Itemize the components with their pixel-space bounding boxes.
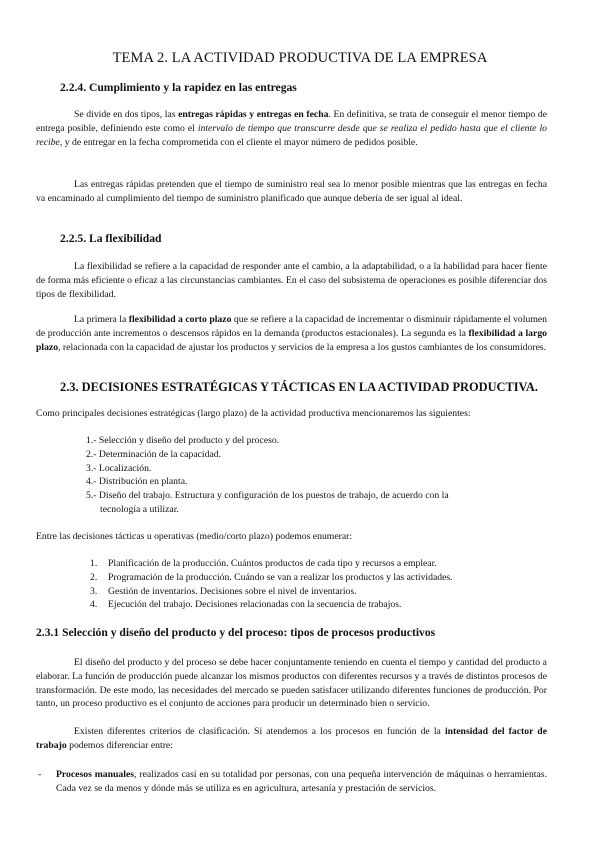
paragraph-criterios	[36, 725, 547, 753]
list-item	[90, 557, 540, 571]
text-run: . En definitiva, se trata de conseguir el menor tiempo de entrega posible, definiendo este como el	[36, 109, 547, 134]
text-run: , realizados casi en su totalidad por personas, con una pequeña intervención de máquinas o herramientas. Cada vez se da menos y dónde más se utiliza es en agricultura, artesanía y prestación de servicios.	[56, 769, 547, 794]
bold-term: Procesos manuales	[56, 769, 135, 780]
bullet-dash: -	[38, 769, 42, 780]
paragraph-entregas	[36, 108, 547, 149]
list-number: 4.	[90, 599, 98, 611]
list-text: Gestión de inventarios. Decisiones sobre el nivel de inventarios.	[108, 585, 357, 597]
list-text: Programación de la producción. Cuándo se van a realizar los productos y las actividades.	[108, 571, 453, 583]
list-text: Ejecución del trabajo. Decisiones relacionadas con la secuencia de trabajos.	[108, 599, 402, 611]
list-text: Planificación de la producción. Cuántos productos de cada tipo y recursos a emplear.	[108, 558, 437, 569]
section-heading-2-3-1: 2.3.1 Selección y diseño del producto y del proceso: tipos de procesos productivos	[36, 626, 436, 639]
list-number: 3.	[90, 585, 98, 597]
list-item	[90, 585, 540, 599]
list-item: tecnología a utilizar.	[100, 503, 179, 515]
tactical-decisions-list	[90, 557, 540, 612]
section-heading-2-3: 2.3. DECISIONES ESTRATÉGICAS Y TÁCTICAS EN LA ACTIVIDAD PRODUCTIVA.	[60, 380, 538, 394]
paragraph-estrategicas-intro: Como principales decisiones estratégicas (largo plazo) de la actividad productiva mencionaremos las siguientes:	[36, 408, 471, 419]
page-title: TEMA 2. LA ACTIVIDAD PRODUCTIVA DE LA EMPRESA	[112, 50, 488, 66]
bold-term: entregas rápidas y entregas en fecha	[178, 109, 329, 120]
list-item: 4.- Distribución en planta.	[86, 476, 188, 488]
section-heading-2-2-5: 2.2.5. La flexibilidad	[60, 232, 162, 245]
paragraph-flexibilidad: La flexibilidad se refiere a la capacidad de responder ante el cambio, a la adaptabilidad, o a la habilidad para hacer fiente de forma más eficiente o eficaz a las circunstancias cambiantes. En el caso del subsistema de operaciones es posible diferenciar dos tipos de flexibilidad.	[36, 261, 547, 300]
strategic-decisions-list	[86, 434, 546, 517]
paragraph-entregas-rapidas: Las entregas rápidas pretenden que el tiempo de suministro real sea lo menor posible mientras que las entregas en fecha va encaminado al cumplimiento del tiempo de suministro planificado que aunque debería de ser igual al ideal.	[36, 179, 547, 204]
bold-term: flexibilidad a corto plazo	[128, 314, 232, 325]
list-item: 2.- Determinación de la capacidad.	[86, 448, 222, 460]
text-run: que se refiere a la capacidad de incrementar o disminuir rápidamente el volumen de producción ante incrementos o descensos rápidos en la demanda (productos estacionales). La segunda es la	[36, 314, 547, 339]
bullet-procesos-manuales	[38, 768, 547, 796]
section-heading-2-2-4: 2.2.4. Cumplimiento y la rapidez en las entregas	[60, 81, 297, 94]
paragraph-diseno-producto: El diseño del producto y del proceso se debe hacer conjuntamente teniendo en cuenta el tiempo y cantidad del producto a elaborar. La función de producción puede alcanzar los mismos productos con diferentes recursos y a través de distintos procesos de transformación. De este modo, las necesidades del mercado se pueden satisfacer utilizando diferentes funciones de producción. Por tanto, un proceso productivo es el conjunto de acciones para producir un determinado bien o servicio.	[36, 657, 547, 710]
list-item	[90, 598, 540, 612]
list-item	[90, 571, 540, 585]
text-run: , relacionada con la capacidad de ajustar los productos y servicios de la empresa a los gustos cambiantes de los consumidores.	[58, 341, 547, 353]
list-number: 1.	[90, 558, 98, 569]
paragraph-tipos-flexibilidad	[36, 313, 547, 354]
list-item: 5.- Diseño del trabajo. Estructura y configuración de los puestos de trabajo, de acuerdo con la	[86, 490, 449, 502]
text-run: Se divide en dos tipos, las	[74, 109, 179, 120]
paragraph-tacticas-intro: Entre las decisiones tácticas u operativas (medio/corto plazo) podemos enumerar:	[36, 531, 353, 542]
text-run: , y de entregar en la fecha comprometida con el cliente el mayor número de pedidos posible.	[59, 136, 418, 148]
list-item: 1.- Selección y diseño del producto y del proceso.	[86, 435, 280, 446]
italic-definition: intervalo de tiempo que transcurre desde que se realiza el pedido hasta que el cliente lo recibe	[36, 122, 547, 148]
list-number: 2.	[90, 571, 98, 583]
text-run: Existen diferentes criterios de clasificación. Si atendemos a los procesos en función de la	[74, 726, 445, 737]
list-item: 3.- Localización.	[86, 462, 152, 474]
text-run: La primera la	[74, 314, 129, 325]
bold-term: flexibilidad a largo plazo	[36, 327, 548, 353]
text-run: podemos diferenciar entre:	[66, 739, 173, 751]
bold-term: intensidad del factor de trabajo	[36, 726, 547, 751]
